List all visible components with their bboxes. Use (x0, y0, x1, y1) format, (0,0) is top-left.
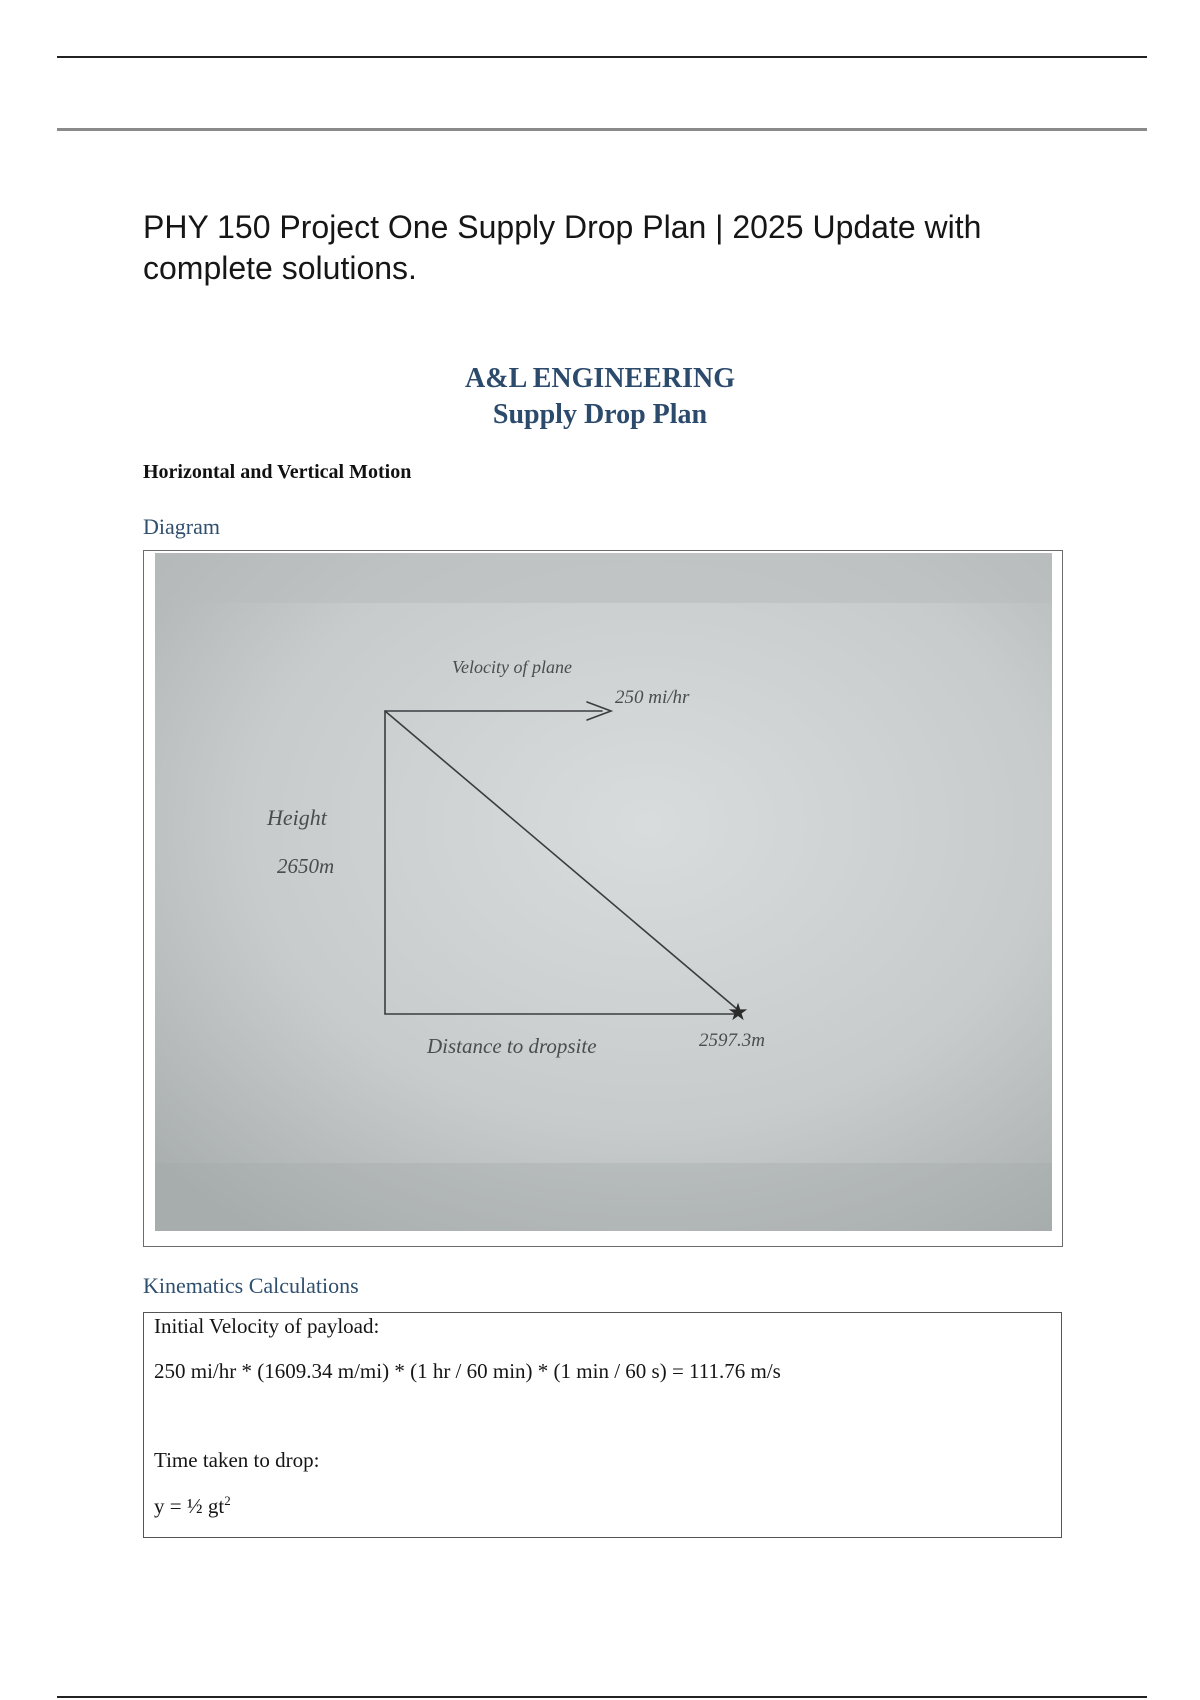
diagram-frame (143, 550, 1063, 1247)
distance-label: Distance to dropsite (427, 1034, 597, 1058)
diagram-photo (155, 553, 1052, 1231)
document-title: PHY 150 Project One Supply Drop Plan | 2025 Update with complete solutions. (143, 209, 982, 286)
initial-velocity-formula: 250 mi/hr * (1609.34 m/mi) * (1 hr / 60 min) * (1 min / 60 s) = 111.76 m/s (154, 1359, 781, 1383)
calculations-box (143, 1312, 1062, 1538)
time-formula-base: y = ½ gt (154, 1494, 225, 1518)
diagram-label: Diagram (143, 514, 220, 539)
height-label: Height (267, 805, 327, 830)
header-divider (57, 128, 1147, 131)
initial-velocity-heading: Initial Velocity of payload: (154, 1314, 380, 1338)
distance-value: 2597.3m (699, 1030, 765, 1051)
kinematics-label: Kinematics Calculations (143, 1273, 359, 1298)
height-value: 2650m (277, 854, 335, 878)
velocity-value: 250 mi/hr (615, 687, 690, 708)
velocity-label: Velocity of plane (452, 657, 572, 677)
time-formula-exponent: 2 (224, 1493, 231, 1508)
dropsite-star-icon: ★ (727, 998, 749, 1026)
time-heading: Time taken to drop: (154, 1448, 320, 1472)
company-name: A&L ENGINEERING (465, 363, 735, 394)
company-subtitle: Supply Drop Plan (492, 399, 708, 430)
section-heading: Horizontal and Vertical Motion (143, 461, 412, 483)
paper-bottom-shadow (155, 1163, 1052, 1231)
top-rule (57, 56, 1147, 58)
paper-top-shadow (155, 553, 1052, 603)
paper-background (155, 553, 1052, 1231)
time-formula (154, 1493, 231, 1519)
bottom-rule (57, 1696, 1147, 1698)
